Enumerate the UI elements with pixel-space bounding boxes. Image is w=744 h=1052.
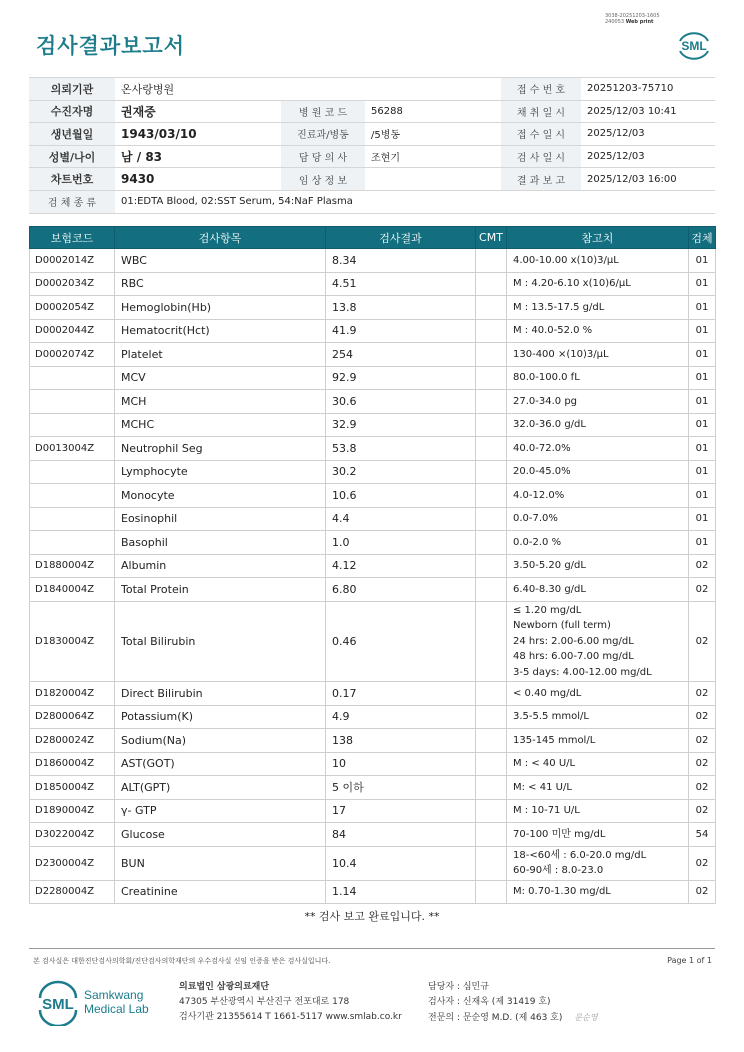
- test-item: ALT(GPT): [115, 776, 326, 800]
- staff-tester: 검사자 : 신재옥 (제 31419 호): [428, 997, 551, 1007]
- test-result: 41.9: [326, 319, 476, 343]
- test-item: Hematocrit(Hct): [115, 319, 326, 343]
- comment-cell: [476, 682, 507, 706]
- insurance-code: D0002074Z: [30, 343, 115, 367]
- reference-range: [507, 319, 689, 343]
- reference-range: [507, 601, 689, 682]
- test-result: 10.6: [326, 484, 476, 508]
- table-row: [30, 823, 716, 847]
- comment-cell: [476, 413, 507, 437]
- test-result: 0.46: [326, 601, 476, 682]
- insurance-code: D0002054Z: [30, 296, 115, 320]
- reference-range: [507, 296, 689, 320]
- comment-cell: [476, 390, 507, 414]
- reference-range: [507, 531, 689, 555]
- brand-name: Samkwang Medical Lab: [84, 988, 149, 1016]
- reference-range: [507, 880, 689, 904]
- info-value: [365, 78, 501, 101]
- reference-line: 4.0-12.0%: [513, 489, 565, 501]
- test-item: Direct Bilirubin: [115, 682, 326, 706]
- insurance-code: D1880004Z: [30, 554, 115, 578]
- info-label: 차트번호: [29, 168, 115, 191]
- info-label: 채 취 일 시: [501, 100, 581, 123]
- info-label: 결 과 보 고: [501, 168, 581, 191]
- info-value: 2025/12/03 10:41: [581, 100, 715, 123]
- specimen-code: 02: [689, 729, 716, 753]
- comment-cell: [476, 507, 507, 531]
- reference-line: 80.0-100.0 fL: [513, 372, 580, 383]
- reference-line: 27.0-34.0 pg: [513, 395, 578, 407]
- col-header-cmt: CMT: [476, 227, 507, 249]
- table-row: [30, 366, 716, 390]
- reference-line: 70-100 미만 mg/dL: [513, 828, 606, 840]
- reference-line: M : 13.5-17.5 g/dL: [513, 301, 605, 313]
- col-header-code: 보험코드: [30, 227, 115, 249]
- table-row: [30, 296, 716, 320]
- comment-cell: [476, 437, 507, 461]
- test-result: 53.8: [326, 437, 476, 461]
- info-value: 20251203-75710: [581, 78, 715, 101]
- specimen-code: 01: [689, 249, 716, 273]
- staff-info: [428, 980, 598, 1026]
- reference-range: [507, 390, 689, 414]
- test-item: Total Bilirubin: [115, 601, 326, 682]
- table-row: [30, 729, 716, 753]
- reference-range: [507, 343, 689, 367]
- test-item: MCV: [115, 366, 326, 390]
- test-item: Total Protein: [115, 578, 326, 602]
- test-result: 30.6: [326, 390, 476, 414]
- table-row: [30, 776, 716, 800]
- reference-line: 4.00-10.00 x(10)3/μL: [513, 254, 619, 266]
- table-row: [30, 531, 716, 555]
- info-value: 56288: [365, 100, 501, 123]
- comment-cell: [476, 880, 507, 904]
- table-row: [30, 799, 716, 823]
- test-result: 4.4: [326, 507, 476, 531]
- doc-id-line1: 3038-20251203-1605: [605, 13, 660, 19]
- table-row: [30, 507, 716, 531]
- info-value: 조현기: [365, 145, 501, 168]
- insurance-code: D0013004Z: [30, 437, 115, 461]
- test-item: Monocyte: [115, 484, 326, 508]
- table-row: [30, 343, 716, 367]
- insurance-code: D1850004Z: [30, 776, 115, 800]
- page-title: 검사결과보고서: [36, 34, 186, 58]
- reference-line: 32.0-36.0 g/dL: [513, 419, 586, 430]
- test-result: 84: [326, 823, 476, 847]
- reference-range: [507, 484, 689, 508]
- reference-range: [507, 578, 689, 602]
- test-item: AST(GOT): [115, 752, 326, 776]
- comment-cell: [476, 846, 507, 880]
- table-row: [30, 554, 716, 578]
- test-item: Albumin: [115, 554, 326, 578]
- page-number: Page 1 of 1: [667, 956, 712, 965]
- info-label: 접 수 번 호: [501, 78, 581, 101]
- test-result: 4.9: [326, 705, 476, 729]
- comment-cell: [476, 484, 507, 508]
- test-result: 138: [326, 729, 476, 753]
- specimen-code: 02: [689, 846, 716, 880]
- reference-line: M : 40.0-52.0 %: [513, 325, 593, 336]
- col-header-spec: 검체: [689, 227, 716, 249]
- table-row: [30, 682, 716, 706]
- insurance-code: D1830004Z: [30, 601, 115, 682]
- foundation-name: 의료법인 삼광의료재단: [179, 982, 270, 992]
- test-result: 6.80: [326, 578, 476, 602]
- specimen-code: 01: [689, 413, 716, 437]
- info-row: [29, 78, 715, 101]
- reference-line: 0.0-2.0 %: [513, 536, 562, 548]
- comment-cell: [476, 343, 507, 367]
- info-value: 1943/03/10: [115, 123, 281, 146]
- specimen-code: 02: [689, 880, 716, 904]
- reference-line: 3-5 days: 4.00-12.00 mg/dL: [513, 666, 652, 678]
- col-header-ref: 참고치: [507, 227, 689, 249]
- specimen-code: 02: [689, 601, 716, 682]
- reference-line: 40.0-72.0%: [513, 442, 571, 454]
- info-row: [29, 100, 715, 123]
- test-item: γ- GTP: [115, 799, 326, 823]
- insurance-code: [30, 531, 115, 555]
- test-item: BUN: [115, 846, 326, 880]
- table-row: [30, 846, 716, 880]
- specimen-code: 02: [689, 705, 716, 729]
- table-row: [30, 460, 716, 484]
- reference-line: 18-<60세 : 6.0-20.0 mg/dL: [513, 849, 647, 861]
- info-row: [29, 168, 715, 191]
- table-row: [30, 413, 716, 437]
- test-result: 32.9: [326, 413, 476, 437]
- test-item: Lymphocyte: [115, 460, 326, 484]
- comment-cell: [476, 366, 507, 390]
- test-result: 254: [326, 343, 476, 367]
- test-item: Neutrophil Seg: [115, 437, 326, 461]
- reference-range: [507, 413, 689, 437]
- test-item: MCH: [115, 390, 326, 414]
- test-result: 30.2: [326, 460, 476, 484]
- info-value: 2025/12/03: [581, 145, 715, 168]
- info-label: 임 상 정 보: [281, 168, 365, 191]
- reference-line: ≤ 1.20 mg/dL: [513, 604, 582, 616]
- info-row: [29, 123, 715, 146]
- table-row: [30, 752, 716, 776]
- specimen-code: 02: [689, 554, 716, 578]
- test-result: 10: [326, 752, 476, 776]
- test-item: Creatinine: [115, 880, 326, 904]
- info-label: 의뢰기관: [29, 78, 115, 101]
- test-result: 13.8: [326, 296, 476, 320]
- reference-line: 135-145 mmol/L: [513, 734, 596, 746]
- comment-cell: [476, 249, 507, 273]
- specimen-code: 01: [689, 437, 716, 461]
- specimen-code: 01: [689, 296, 716, 320]
- info-value: /5병동: [365, 123, 501, 146]
- test-item: Platelet: [115, 343, 326, 367]
- insurance-code: [30, 390, 115, 414]
- specimen-label: 검 체 종 류: [29, 190, 115, 213]
- foundation-info: [179, 980, 402, 1025]
- comment-cell: [476, 601, 507, 682]
- test-result: 4.12: [326, 554, 476, 578]
- comment-cell: [476, 531, 507, 555]
- specimen-code: 01: [689, 531, 716, 555]
- reference-line: 60-90세 : 8.0-23.0: [513, 865, 604, 876]
- info-value: 온사랑병원: [115, 78, 281, 101]
- reference-range: [507, 823, 689, 847]
- reference-line: M: 0.70-1.30 mg/dL: [513, 886, 611, 897]
- comment-cell: [476, 729, 507, 753]
- specialist-signature: 문순영: [574, 1013, 598, 1022]
- table-row: [30, 437, 716, 461]
- comment-cell: [476, 296, 507, 320]
- specimen-code: 01: [689, 484, 716, 508]
- svg-text:SML: SML: [681, 39, 707, 53]
- test-item: RBC: [115, 272, 326, 296]
- reference-range: [507, 846, 689, 880]
- info-label: 생년월일: [29, 123, 115, 146]
- specimen-code: 02: [689, 682, 716, 706]
- foundation-address: 47305 부산광역시 부산진구 전포대로 178: [179, 997, 350, 1007]
- test-result: 8.34: [326, 249, 476, 273]
- results-header-row: [30, 227, 716, 249]
- info-label: 담 당 의 사: [281, 145, 365, 168]
- reference-line: M: < 41 U/L: [513, 781, 572, 793]
- insurance-code: D3022004Z: [30, 823, 115, 847]
- specimen-code: 01: [689, 366, 716, 390]
- specimen-code: 01: [689, 343, 716, 367]
- reference-line: 3.5-5.5 mmol/L: [513, 711, 589, 722]
- reference-range: [507, 460, 689, 484]
- test-item: Basophil: [115, 531, 326, 555]
- test-result: 1.14: [326, 880, 476, 904]
- specimen-value: 01:EDTA Blood, 02:SST Serum, 54:NaF Plasma: [115, 190, 715, 213]
- test-item: Eosinophil: [115, 507, 326, 531]
- results-table: [29, 226, 716, 904]
- specimen-code: 02: [689, 776, 716, 800]
- comment-cell: [476, 272, 507, 296]
- col-header-result: 검사결과: [326, 227, 476, 249]
- info-label: 병 원 코 드: [281, 100, 365, 123]
- sml-logo-icon: [674, 28, 714, 62]
- specimen-code: 02: [689, 752, 716, 776]
- reference-line: 0.0-7.0%: [513, 513, 558, 524]
- info-value: 2025/12/03 16:00: [581, 168, 715, 191]
- test-item: Glucose: [115, 823, 326, 847]
- reference-line: M : 10-71 U/L: [513, 805, 580, 816]
- table-row: [30, 319, 716, 343]
- comment-cell: [476, 578, 507, 602]
- reference-range: [507, 752, 689, 776]
- info-value: [365, 168, 501, 191]
- info-label: 진료과/병동: [281, 123, 365, 146]
- test-result: 4.51: [326, 272, 476, 296]
- reference-range: [507, 437, 689, 461]
- svg-text:SML: SML: [42, 996, 74, 1013]
- staff-manager: 담당자 : 심민규: [428, 982, 489, 992]
- info-label: [281, 78, 365, 101]
- reference-line: < 0.40 mg/dL: [513, 687, 582, 699]
- insurance-code: [30, 507, 115, 531]
- test-item: Sodium(Na): [115, 729, 326, 753]
- comment-cell: [476, 319, 507, 343]
- test-result: 5 이하: [326, 776, 476, 800]
- staff-specialist: 전문의 : 문순영 M.D. (제 463 호) 문순영: [428, 1013, 598, 1023]
- test-result: 0.17: [326, 682, 476, 706]
- reference-range: [507, 799, 689, 823]
- insurance-code: [30, 413, 115, 437]
- insurance-code: [30, 484, 115, 508]
- test-item: MCHC: [115, 413, 326, 437]
- reference-line: 130-400 ×(10)3/μL: [513, 348, 609, 360]
- info-row: [29, 145, 715, 168]
- table-row: [30, 484, 716, 508]
- reference-range: [507, 705, 689, 729]
- test-result: 10.4: [326, 846, 476, 880]
- reference-line: M : < 40 U/L: [513, 758, 576, 769]
- insurance-code: D1890004Z: [30, 799, 115, 823]
- sml-footer-logo-icon: [36, 980, 80, 1026]
- specimen-code: 54: [689, 823, 716, 847]
- footer-divider: [29, 948, 715, 949]
- test-item: Potassium(K): [115, 705, 326, 729]
- insurance-code: D1860004Z: [30, 752, 115, 776]
- test-result: 17: [326, 799, 476, 823]
- info-value: 9430: [115, 168, 281, 191]
- insurance-code: [30, 366, 115, 390]
- reference-line: 6.40-8.30 g/dL: [513, 583, 586, 595]
- reference-line: 24 hrs: 2.00-6.00 mg/dL: [513, 635, 634, 647]
- info-value: 남 / 83: [115, 145, 281, 168]
- reference-line: M : 4.20-6.10 x(10)6/μL: [513, 278, 631, 289]
- insurance-code: D1820004Z: [30, 682, 115, 706]
- certification-note: 본 검사실은 대한진단검사의학회/진단검사의학재단의 우수검사실 신임 인증을 받은 검사실입니다.: [33, 957, 331, 965]
- table-row: [30, 249, 716, 273]
- insurance-code: D2280004Z: [30, 880, 115, 904]
- comment-cell: [476, 752, 507, 776]
- doc-id-line2: 240053 Web print: [605, 19, 654, 25]
- test-item: WBC: [115, 249, 326, 273]
- specimen-code: 02: [689, 799, 716, 823]
- reference-line: 48 hrs: 6.00-7.00 mg/dL: [513, 651, 634, 662]
- reference-range: [507, 776, 689, 800]
- info-row-specimen: [29, 190, 715, 213]
- comment-cell: [476, 776, 507, 800]
- test-result: 1.0: [326, 531, 476, 555]
- insurance-code: D1840004Z: [30, 578, 115, 602]
- table-row: [30, 880, 716, 904]
- test-result: 92.9: [326, 366, 476, 390]
- reference-range: [507, 366, 689, 390]
- info-value: 권재중: [115, 100, 281, 123]
- specimen-code: 01: [689, 390, 716, 414]
- reference-line: 20.0-45.0%: [513, 466, 571, 477]
- table-row: [30, 578, 716, 602]
- report-complete-message: ** 검사 보고 완료입니다. **: [304, 910, 440, 923]
- info-value: 2025/12/03: [581, 123, 715, 146]
- specimen-code: 01: [689, 460, 716, 484]
- insurance-code: D0002014Z: [30, 249, 115, 273]
- reference-range: [507, 554, 689, 578]
- patient-info-table: [29, 77, 715, 214]
- comment-cell: [476, 823, 507, 847]
- reference-range: [507, 729, 689, 753]
- reference-line: Newborn (full term): [513, 620, 611, 631]
- reference-range: [507, 507, 689, 531]
- info-label: 성별/나이: [29, 145, 115, 168]
- specimen-code: 01: [689, 272, 716, 296]
- specimen-code: 02: [689, 578, 716, 602]
- table-row: [30, 272, 716, 296]
- table-row: [30, 705, 716, 729]
- table-row: [30, 390, 716, 414]
- test-item: Hemoglobin(Hb): [115, 296, 326, 320]
- comment-cell: [476, 460, 507, 484]
- insurance-code: D2800024Z: [30, 729, 115, 753]
- comment-cell: [476, 705, 507, 729]
- insurance-code: [30, 460, 115, 484]
- comment-cell: [476, 554, 507, 578]
- insurance-code: D0002044Z: [30, 319, 115, 343]
- reference-range: [507, 249, 689, 273]
- foundation-contact: 검사기관 21355614 T 1661-5117 www.smlab.co.kr: [179, 1012, 402, 1022]
- reference-range: [507, 682, 689, 706]
- specimen-code: 01: [689, 319, 716, 343]
- document-id: [605, 13, 660, 25]
- reference-range: [507, 272, 689, 296]
- info-label: 수진자명: [29, 100, 115, 123]
- insurance-code: D2300004Z: [30, 846, 115, 880]
- info-label: 접 수 일 시: [501, 123, 581, 146]
- table-row: [30, 601, 716, 682]
- insurance-code: D2800064Z: [30, 705, 115, 729]
- reference-line: 3.50-5.20 g/dL: [513, 560, 586, 571]
- col-header-item: 검사항목: [115, 227, 326, 249]
- insurance-code: D0002034Z: [30, 272, 115, 296]
- comment-cell: [476, 799, 507, 823]
- specimen-code: 01: [689, 507, 716, 531]
- info-label: 검 사 일 시: [501, 145, 581, 168]
